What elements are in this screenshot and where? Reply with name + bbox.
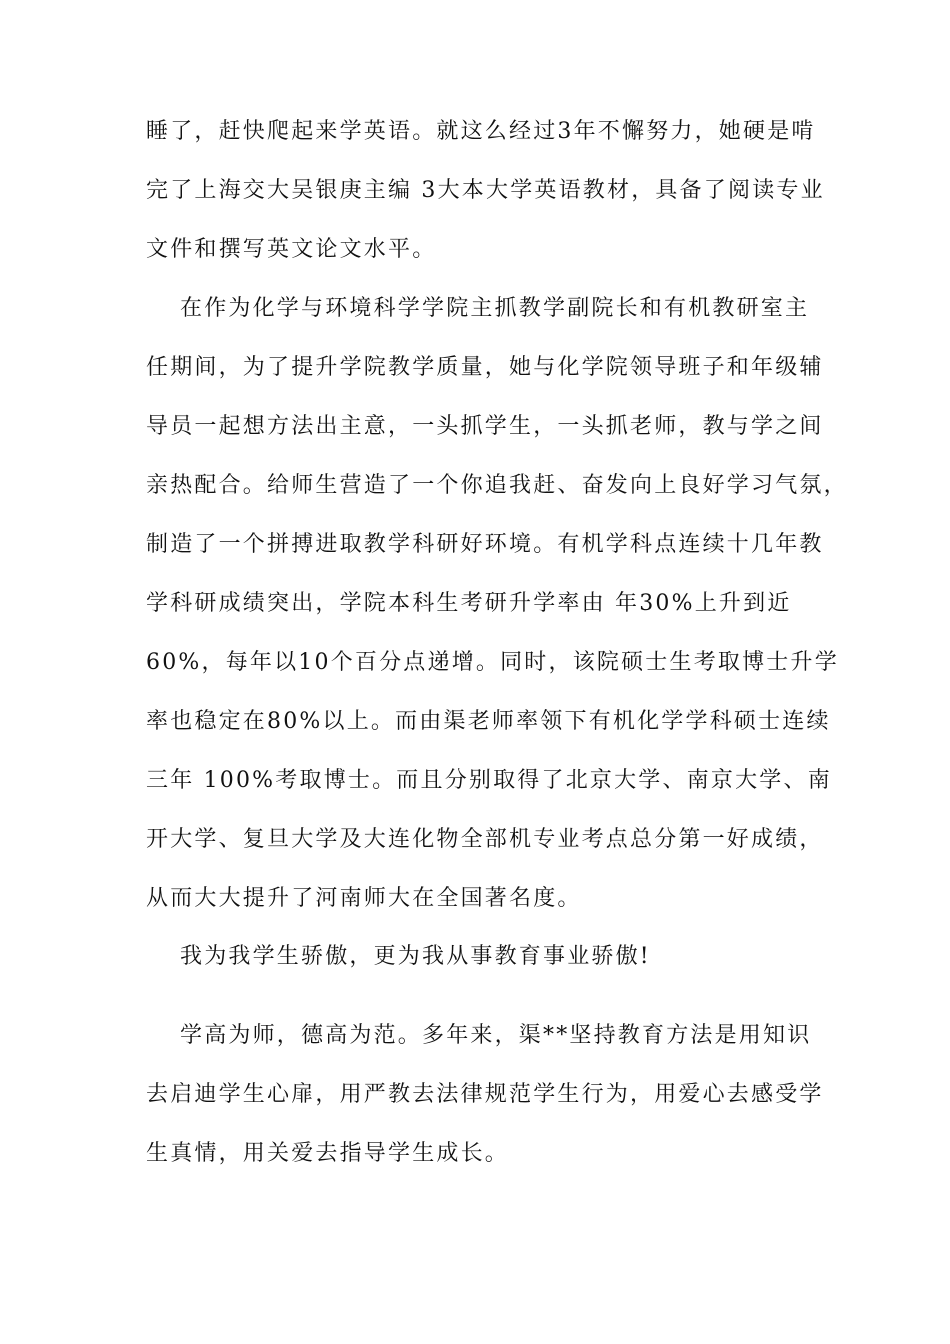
paragraph-2-line-5: 制造了一个拼搏进取教学科研好环境。有机学科点连续十几年教 [146,532,824,557]
paragraph-2-line-6: 学科研成绩突出，学院本科生考研升学率由 年30%上升到近 [146,591,792,616]
paragraph-2-line-4: 亲热配合。给师生营造了一个你追我赶、奋发向上良好学习气氛， [146,473,848,498]
paragraph-2-line-7: 60%，每年以10个百分点递增。同时，该院硕士生考取博士升学 [146,650,839,675]
paragraph-1-line-1: 睡了，赶快爬起来学英语。就这么经过3年不懈努力，她硬是啃 [146,119,816,144]
paragraph-2-line-9: 三年 100%考取博士。而且分别取得了北京大学、南京大学、南 [146,768,832,793]
paragraph-2-line-10: 开大学、复旦大学及大连化物全部机专业考点总分第一好成绩， [146,827,824,852]
paragraph-2-line-1: 在作为化学与环境科学学院主抓教学副院长和有机教研室主 [180,296,810,321]
paragraph-2-line-8: 率也稳定在80%以上。而由渠老师率领下有机化学学科硕士连续 [146,709,831,734]
paragraph-4-line-1: 学高为师，德高为范。多年来，渠**坚持教育方法是用知识 [180,1023,812,1048]
paragraph-1-line-3: 文件和撰写英文论文水平。 [146,237,437,262]
paragraph-2-line-2: 任期间，为了提升学院教学质量，她与化学院领导班子和年级辅 [146,355,824,380]
paragraph-4-line-3: 生真情，用关爱去指导学生成长。 [146,1141,510,1166]
paragraph-2-line-11: 从而大大提升了河南师大在全国著名度。 [146,886,582,911]
paragraph-1-line-2: 完了上海交大吴银庚主编 3大本大学英语教材，具备了阅读专业 [146,178,825,203]
paragraph-3-line-1: 我为我学生骄傲，更为我从事教育事业骄傲! [180,944,651,969]
paragraph-4-line-2: 去启迪学生心扉，用严教去法律规范学生行为，用爱心去感受学 [146,1082,824,1107]
paragraph-2-line-3: 导员一起想方法出主意，一头抓学生，一头抓老师，教与学之间 [146,414,824,439]
